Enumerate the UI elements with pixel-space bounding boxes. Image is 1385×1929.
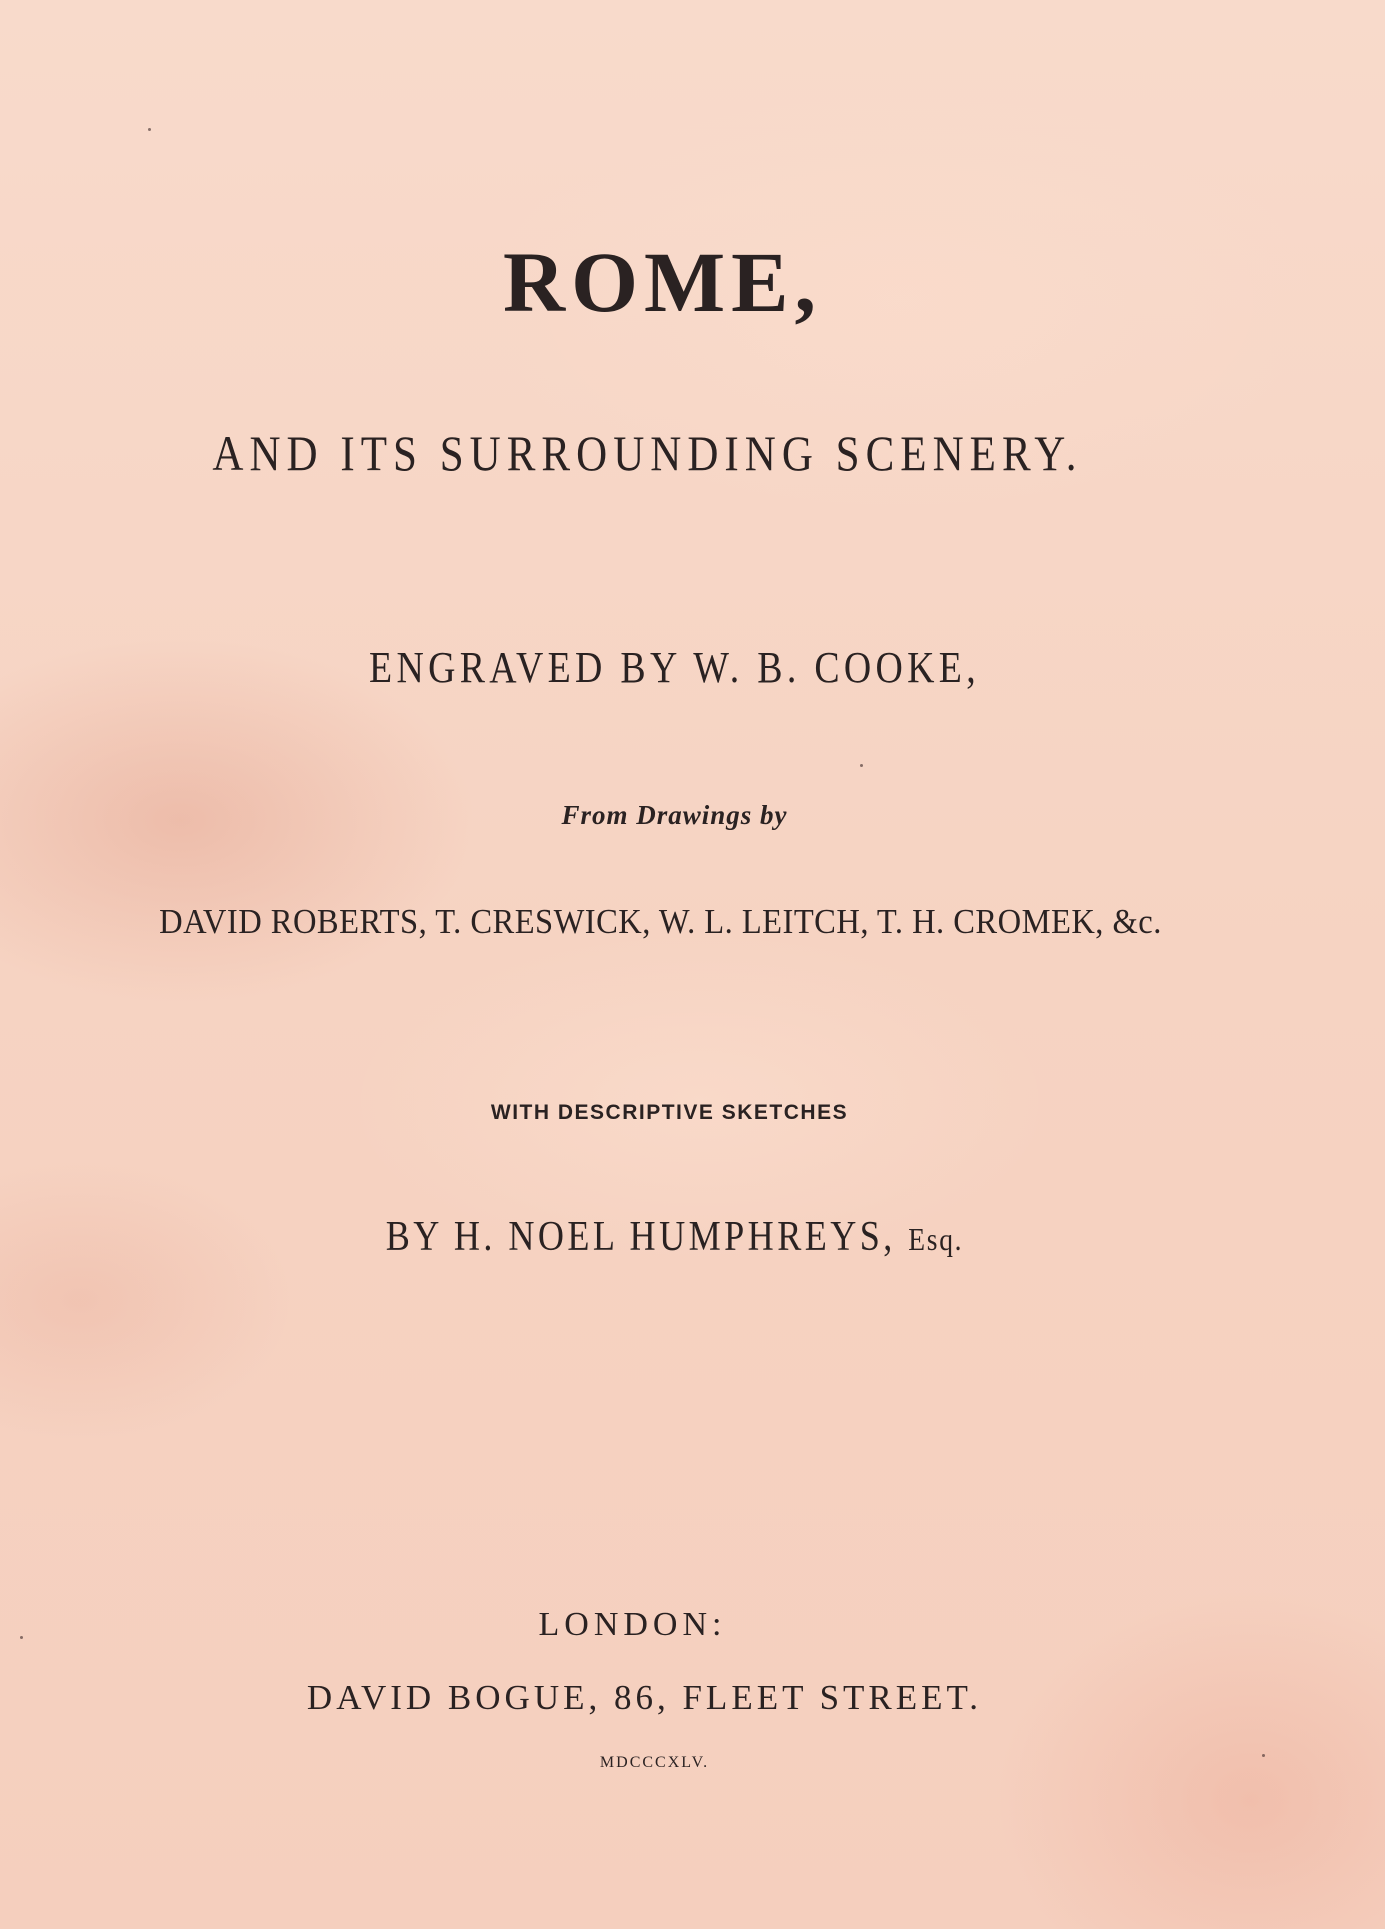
from-drawings-line: From Drawings by xyxy=(561,800,788,830)
publication-place: LONDON: xyxy=(538,1606,727,1643)
publisher-line: DAVID BOGUE, 86, FLEET STREET. xyxy=(306,1678,983,1717)
author-name: BY H. NOEL HUMPHREYS, xyxy=(385,1214,896,1260)
publication-year: MDCCCXLV. xyxy=(599,1754,710,1771)
artists-credit: DAVID ROBERTS, T. CRESWICK, W. L. LEITCH, T. H. CROMEK, &c. xyxy=(159,902,1162,941)
sketches-line: WITH DESCRIPTIVE SKETCHES xyxy=(490,1101,849,1124)
author-credit xyxy=(79,1211,1270,1265)
author-suffix: Esq. xyxy=(908,1221,964,1257)
paper-speck xyxy=(860,764,863,767)
engraver-credit: ENGRAVED BY W. B. COOKE, xyxy=(369,643,980,692)
book-title: ROME, xyxy=(502,234,823,330)
paper-speck xyxy=(148,128,151,131)
book-subtitle: AND ITS SURROUNDING SCENERY. xyxy=(212,425,1083,481)
